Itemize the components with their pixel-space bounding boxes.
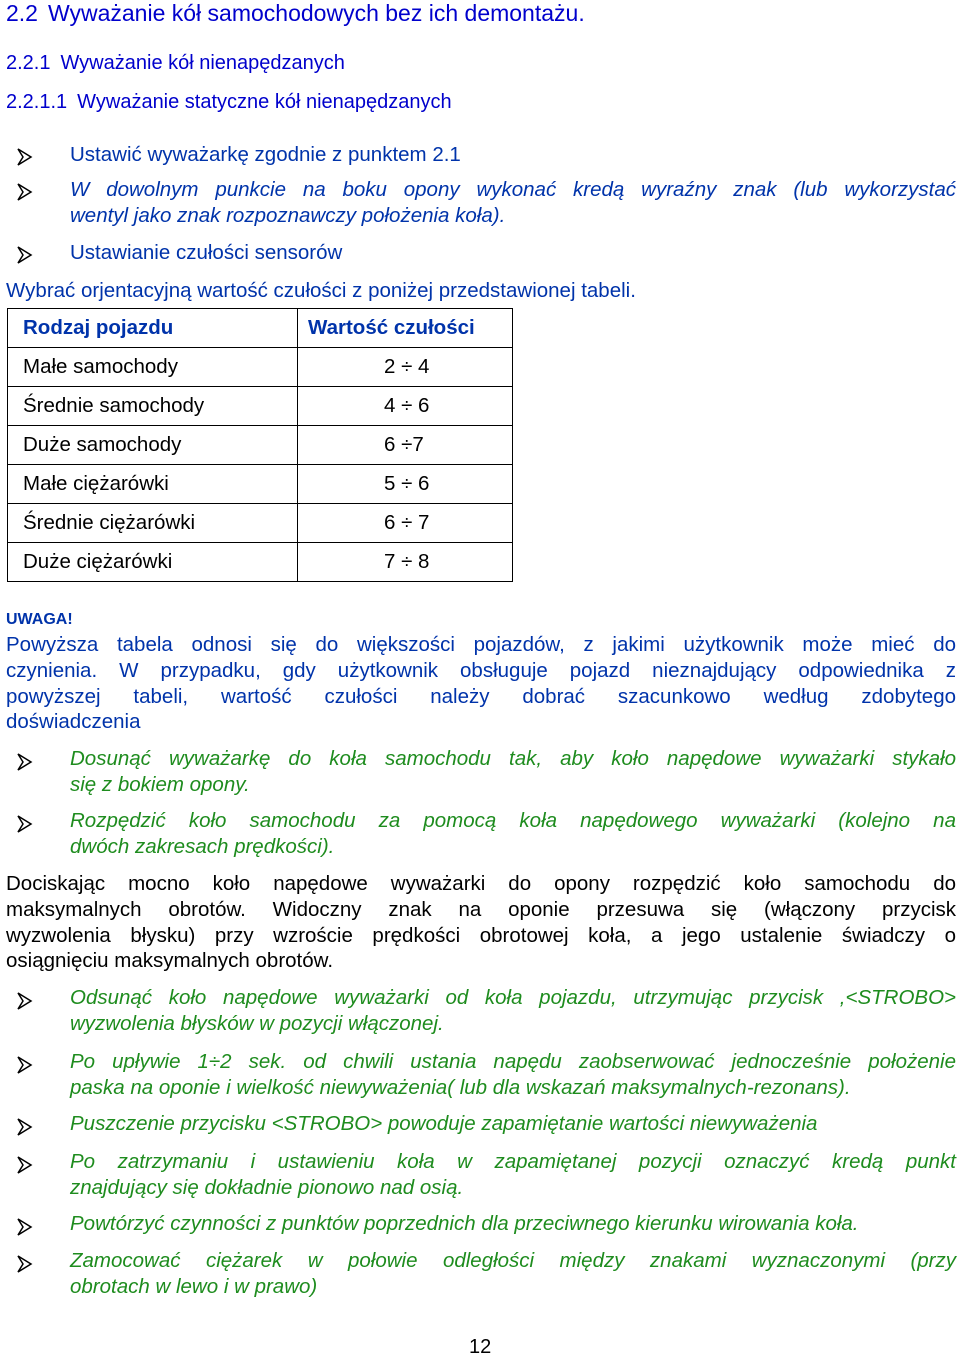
sensitivity-cell: 7 ÷ 8 [298, 543, 513, 582]
vehicle-type-cell: Małe samochody [8, 348, 298, 387]
warning-label: UWAGA! [6, 611, 73, 628]
list-item-continuation: paska na oponie i wielkość niewyważenia( lub dla wskazań maksymalnych-rezonans). [70, 1076, 851, 1099]
table-row [8, 465, 513, 504]
heading-number: 2.2.1 [6, 52, 51, 74]
list-item: Powtórzyć czynności z punktów poprzednich dla przeciwnego kierunku wirowania koła. [70, 1212, 859, 1235]
vehicle-type-cell: Małe ciężarówki [8, 465, 298, 504]
table-header-row [8, 309, 513, 348]
heading-2-2-1 [6, 52, 345, 75]
arrow-bullet-icon [16, 813, 34, 835]
arrow-bullet-icon [16, 181, 34, 203]
vehicle-type-cell: Duże samochody [8, 426, 298, 465]
heading-number: 2.2.1.1 [6, 91, 68, 113]
list-item-continuation: się z bokiem opony. [70, 773, 250, 796]
table-row [8, 543, 513, 582]
paragraph-line: Dociskając mocno koło napędowe wyważarki do opony rozpędzić koło samochodu do [6, 872, 956, 895]
list-item: Ustawić wyważarkę zgodnie z punktem 2.1 [70, 143, 461, 166]
vehicle-type-cell: Średnie samochody [8, 387, 298, 426]
list-item: Ustawianie czułości sensorów [70, 241, 343, 264]
vehicle-type-cell: Średnie ciężarówki [8, 504, 298, 543]
table-row [8, 348, 513, 387]
table-row [8, 387, 513, 426]
list-item-continuation: wyzwolenia błysków w pozycji włączonej. [70, 1012, 444, 1035]
arrow-bullet-icon [16, 990, 34, 1012]
sensitivity-cell: 4 ÷ 6 [298, 387, 513, 426]
warning-text-line: Powyższa tabela odnosi się do większości pojazdów, z jakimi użytkownik może mieć do [6, 633, 956, 656]
warning-text-line: czynienia. W przypadku, gdy użytkownik obsługuje pojazd nieznajdujący odpowiednika z [6, 659, 956, 682]
sensitivity-cell: 6 ÷7 [298, 426, 513, 465]
list-item: Dosunąć wyważarkę do koła samochodu tak, aby koło napędowe wyważarki stykało [70, 747, 956, 770]
paragraph-line: osiągnięciu maksymalnych obrotów. [6, 949, 334, 972]
arrow-bullet-icon [16, 1216, 34, 1238]
heading-text: Wyważanie statyczne kół nienapędzanych [77, 91, 452, 113]
paragraph-line: maksymalnych obrotów. Widoczny znak na oponie przesuwa się (włączony przycisk [6, 898, 956, 921]
sensitivity-cell: 5 ÷ 6 [298, 465, 513, 504]
arrow-bullet-icon [16, 1116, 34, 1138]
heading-text: Wyważanie kół samochodowych bez ich demontażu. [47, 0, 585, 26]
column-header-sensitivity: Wartość czułości [298, 309, 513, 348]
list-item: Po zatrzymaniu i ustawieniu koła w zapamiętanej pozycji oznaczyć kredą punkt [70, 1150, 956, 1173]
table-row [8, 426, 513, 465]
arrow-bullet-icon [16, 751, 34, 773]
heading-2-2-1-1 [6, 91, 452, 114]
list-item: Puszczenie przycisku <STROBO> powoduje zapamiętanie wartości niewyważenia [70, 1112, 818, 1135]
list-item-continuation: znajdujący się dokładnie pionowo nad osią. [70, 1176, 464, 1199]
warning-text-line: doświadczenia [6, 710, 141, 733]
arrow-bullet-icon [16, 244, 34, 266]
list-item: Rozpędzić koło samochodu za pomocą koła napędowego wyważarki (kolejno na [70, 809, 956, 832]
heading-text: Wyważanie kół nienapędzanych [60, 52, 345, 74]
table-row [8, 504, 513, 543]
sensitivity-cell: 6 ÷ 7 [298, 504, 513, 543]
arrow-bullet-icon [16, 1253, 34, 1275]
list-item: Odsunąć koło napędowe wyważarki od koła pojazdu, utrzymując przycisk ,<STROBO> [70, 986, 956, 1009]
intro-text: Wybrać orjentacyjną wartość czułości z poniżej przedstawionej tabeli. [6, 279, 636, 302]
list-item: Po upływie 1÷2 sek. od chwili ustania napędu zaobserwować jednocześnie położenie [70, 1050, 956, 1073]
vehicle-type-cell: Duże ciężarówki [8, 543, 298, 582]
warning-text-line: powyższej tabeli, wartość czułości należy dobrać szacunkowo według zdobytego [6, 685, 956, 708]
paragraph-line: wyzwolenia błysku) przy wzroście prędkości obrotowej koła, a jego ustalenie świadczy o [6, 924, 956, 947]
arrow-bullet-icon [16, 146, 34, 168]
heading-2-2 [6, 0, 585, 27]
list-item: Zamocować ciężarek w połowie odległości między znakami wyznaczonymi (przy [70, 1249, 956, 1272]
list-item-continuation: obrotach w lewo i w prawo) [70, 1275, 318, 1298]
list-item: W dowolnym punkcie na boku opony wykonać kredą wyraźny znak (lub wykorzystać [70, 178, 956, 201]
page-number: 12 [469, 1336, 492, 1358]
sensitivity-cell: 2 ÷ 4 [298, 348, 513, 387]
arrow-bullet-icon [16, 1154, 34, 1176]
list-item-continuation: wentyl jako znak rozpoznawczy położenia koła). [70, 204, 506, 227]
list-item-continuation: dwóch zakresach prędkości). [70, 835, 335, 858]
arrow-bullet-icon [16, 1054, 34, 1076]
sensitivity-table [7, 308, 513, 582]
column-header-vehicle-type: Rodzaj pojazdu [8, 309, 298, 348]
heading-number: 2.2 [6, 0, 38, 26]
